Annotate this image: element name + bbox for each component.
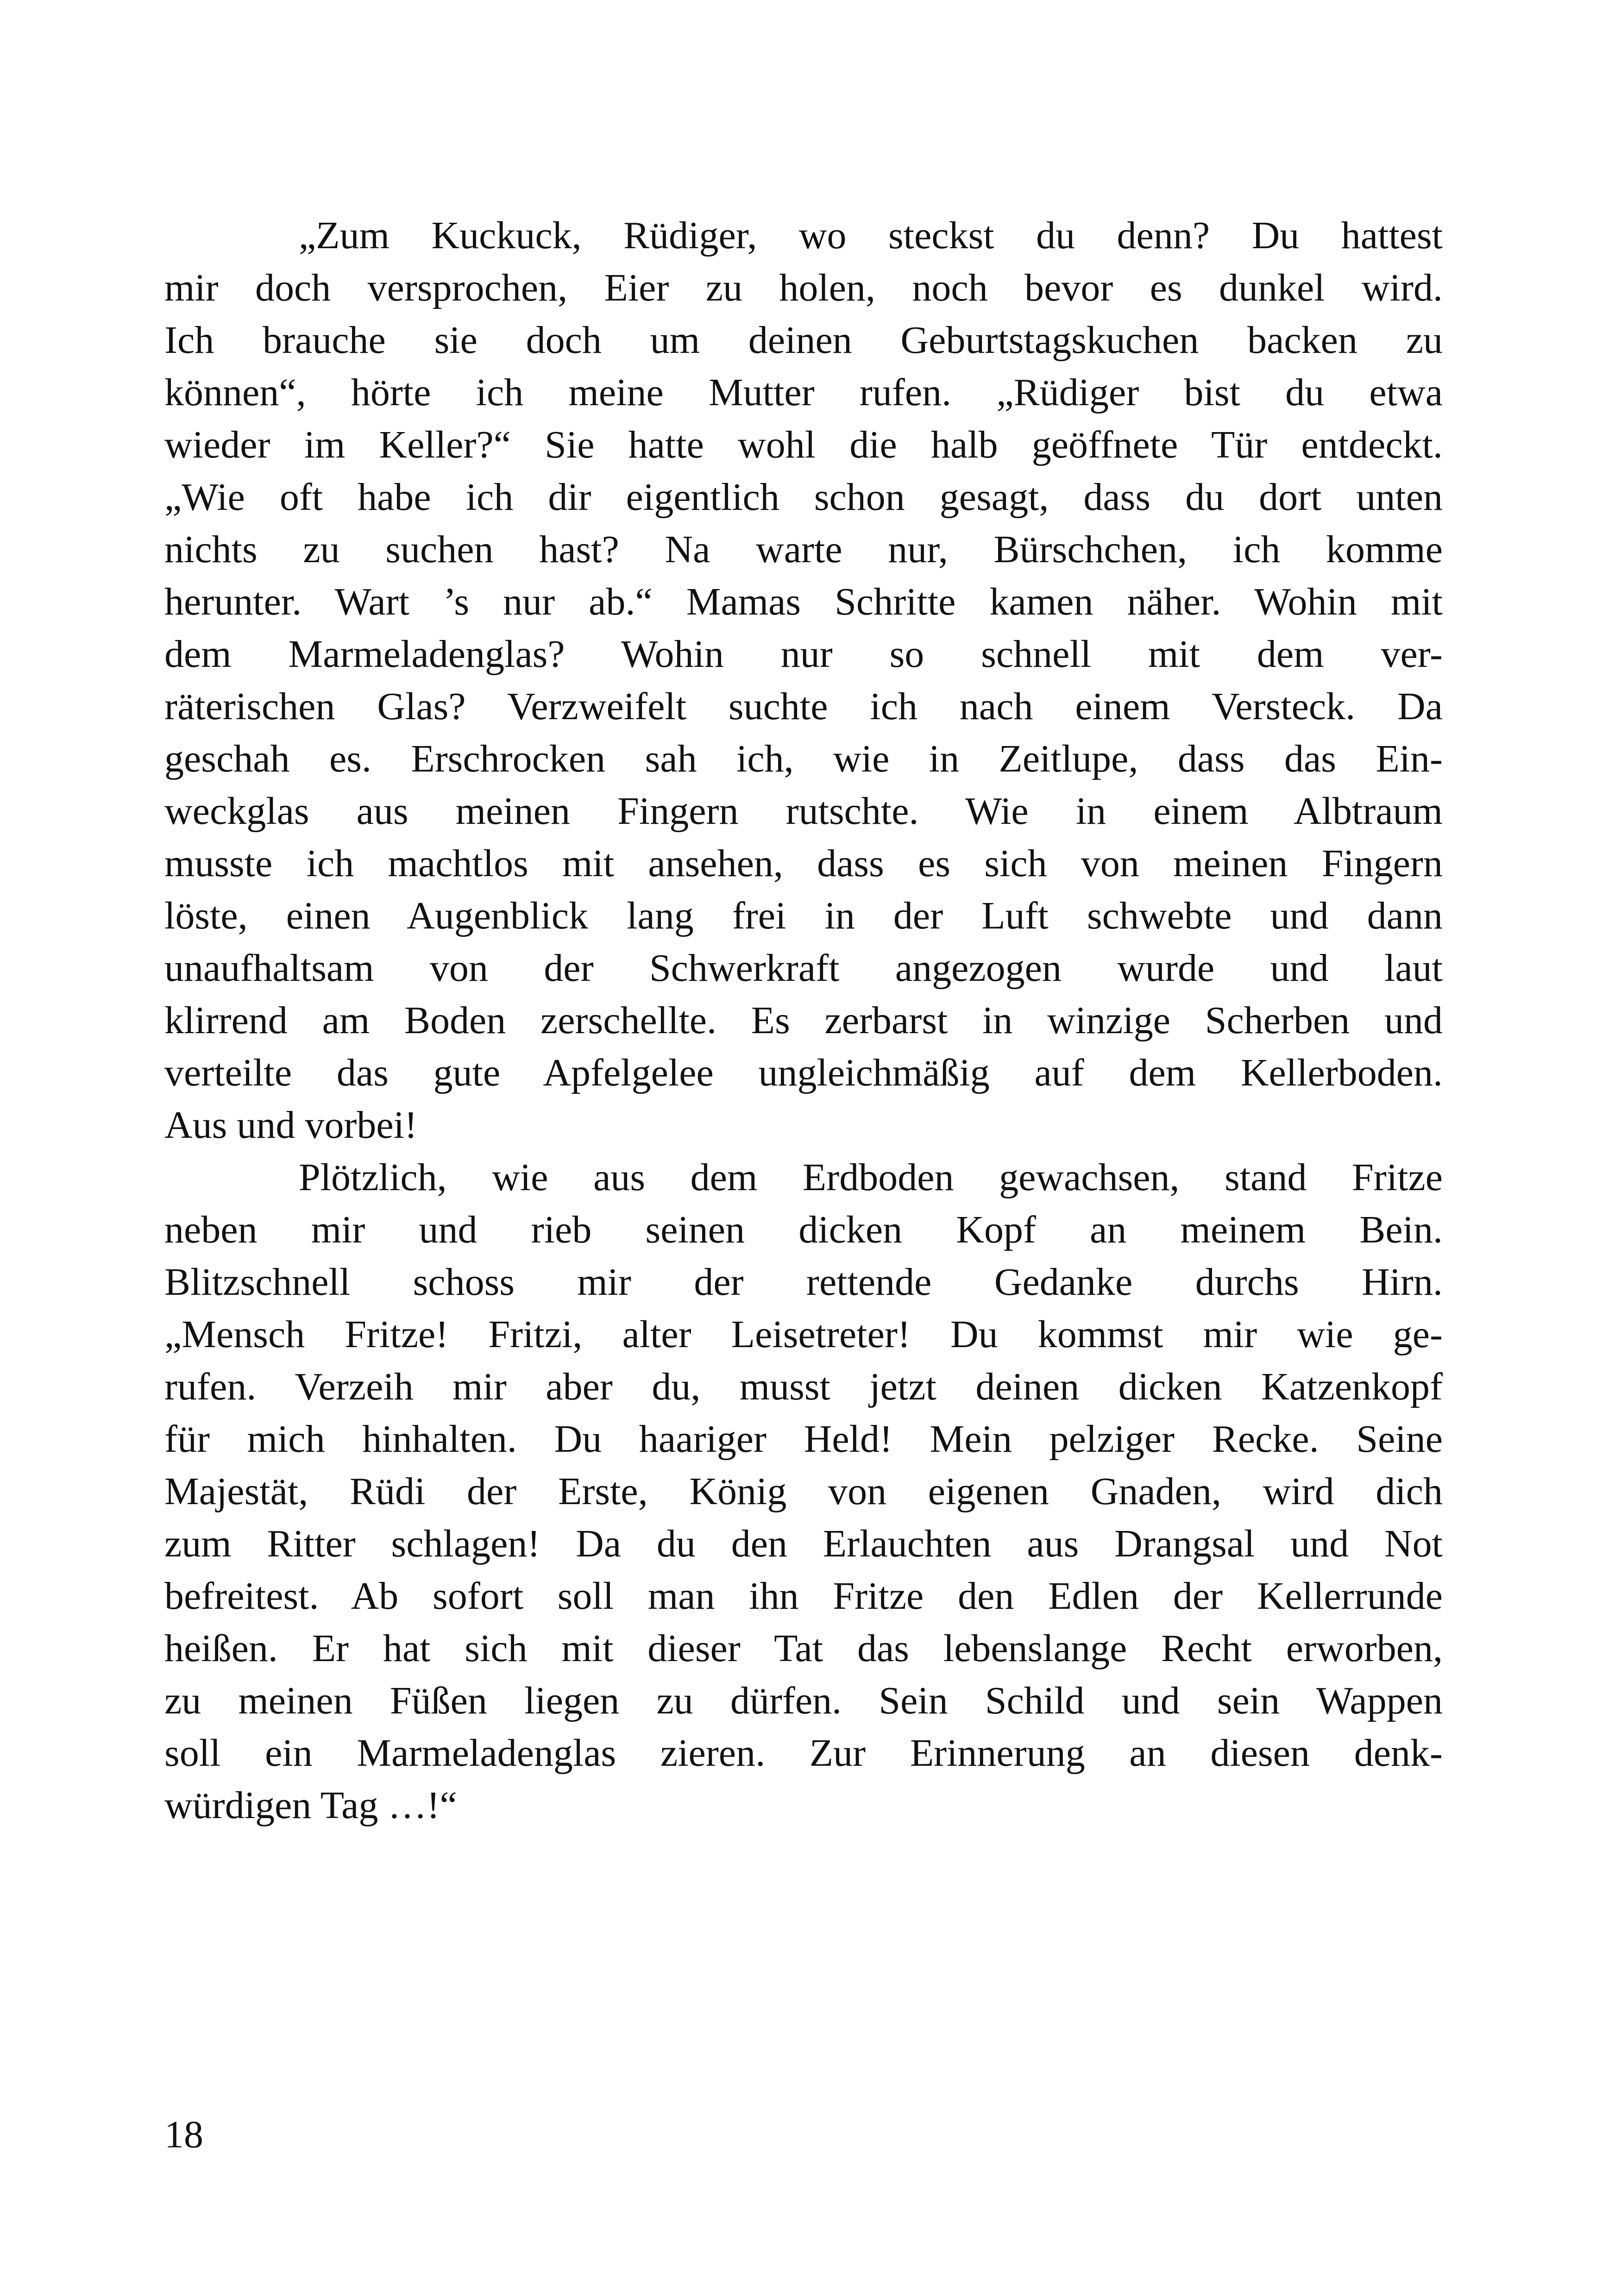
text-line: Ich brauche sie doch um deinen Geburtstagskuchen backen zu — [164, 319, 1443, 362]
page-number: 18 — [164, 2113, 203, 2156]
text-line: rufen. Verzeih mir aber du, musst jetzt deinen dicken Katzenkopf — [164, 1365, 1443, 1408]
text-line: würdigen Tag …!“ — [164, 1784, 457, 1827]
text-line: herunter. Wart ’s nur ab.“ Mamas Schritte kamen näher. Wohin mit — [164, 580, 1443, 623]
text-line: für mich hinhalten. Du haariger Held! Mein pelziger Recke. Seine — [164, 1418, 1443, 1461]
text-line: geschah es. Erschrocken sah ich, wie in Zeitlupe, dass das Ein- — [164, 737, 1443, 780]
text-line: heißen. Er hat sich mit dieser Tat das lebenslange Recht erworben, — [164, 1627, 1443, 1670]
body-text — [164, 209, 1443, 1832]
text-line: „Wie oft habe ich dir eigentlich schon gesagt, dass du dort unten — [164, 476, 1443, 519]
text-line: zu meinen Füßen liegen zu dürfen. Sein Schild und sein Wappen — [164, 1679, 1443, 1722]
text-line: Aus und vorbei! — [164, 1104, 417, 1147]
text-line: räterischen Glas? Verzweifelt suchte ich nach einem Versteck. Da — [164, 685, 1443, 728]
text-line: können“, hörte ich meine Mutter rufen. „Rüdiger bist du etwa — [164, 371, 1443, 414]
text-line: Majestät, Rüdi der Erste, König von eigenen Gnaden, wird dich — [164, 1470, 1443, 1513]
text-line: löste, einen Augenblick lang frei in der Luft schwebte und dann — [164, 894, 1443, 937]
text-line: „Zum Kuckuck, Rüdiger, wo steckst du denn? Du hattest — [299, 214, 1443, 257]
text-line: neben mir und rieb seinen dicken Kopf an meinem Bein. — [164, 1208, 1443, 1251]
text-line: Plötzlich, wie aus dem Erdboden gewachsen, stand Fritze — [299, 1156, 1443, 1199]
text-line: weckglas aus meinen Fingern rutschte. Wie in einem Albtraum — [164, 790, 1443, 833]
text-line: „Mensch Fritze! Fritzi, alter Leisetreter! Du kommst mir wie ge- — [164, 1313, 1443, 1356]
text-line: dem Marmeladenglas? Wohin nur so schnell mit dem ver- — [164, 633, 1443, 676]
text-line: befreitest. Ab sofort soll man ihn Fritze den Edlen der Kellerrunde — [164, 1575, 1443, 1618]
text-line: soll ein Marmeladenglas zieren. Zur Erinnerung an diesen denk- — [164, 1731, 1443, 1775]
text-line: klirrend am Boden zerschellte. Es zerbarst in winzige Scherben und — [164, 999, 1443, 1042]
text-line: unaufhaltsam von der Schwerkraft angezogen wurde und laut — [164, 947, 1443, 990]
text-line: wieder im Keller?“ Sie hatte wohl die halb geöffnete Tür entdeckt. — [164, 423, 1443, 466]
text-line: Blitzschnell schoss mir der rettende Gedanke durchs Hirn. — [164, 1261, 1443, 1304]
text-line: verteilte das gute Apfelgelee ungleichmäßig auf dem Kellerboden. — [164, 1051, 1443, 1094]
text-line: mir doch versprochen, Eier zu holen, noch bevor es dunkel wird. — [164, 266, 1443, 309]
text-line: zum Ritter schlagen! Da du den Erlauchten aus Drangsal und Not — [164, 1522, 1443, 1565]
text-line: musste ich machtlos mit ansehen, dass es sich von meinen Fingern — [164, 842, 1443, 885]
text-line: nichts zu suchen hast? Na warte nur, Bürschchen, ich komme — [164, 528, 1443, 571]
